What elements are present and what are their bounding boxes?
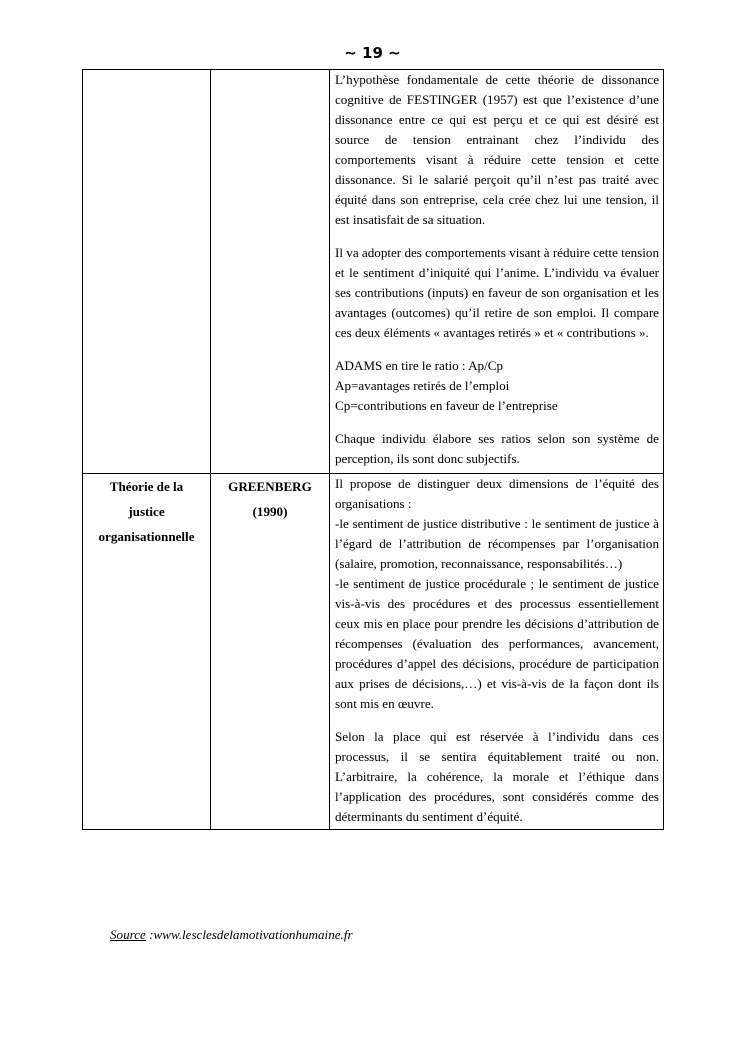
dimension-line: -le sentiment de justice procédurale ; le sentiment de justice vis-à-vis des procédures et des processus essentiellement ceux mis en place pour prendre les décisions d’attribution de récompenses (évaluation des performances, avancement, procédures d’appel des décisions, procédure de participation aux prises de décisions,…) et vis-à-vis de la façon dont ils sont mis en œuvre. [335,576,659,711]
source-note [110,925,353,945]
dimension-line: -le sentiment de justice distributive : le sentiment de justice à l’égard de l’attribution de récompenses par l’organisation (salaire, promotion, reconnaissance, responsabilités…) [335,516,659,571]
perception-paragraph: Chaque individu élabore ses ratios selon son système de perception, ils sont donc subjectifs. [335,431,659,466]
table-row [83,70,664,474]
theory-name-line: justice [128,504,165,519]
description-cell [330,70,664,474]
adams-ratio-block [335,356,659,416]
source-url: :www.lesclesdelamotivationhumaine.fr [145,927,353,942]
equity-paragraph: Selon la place qui est réservée à l’individu dans ces processus, il se sentira équitablement traité ou non. L’arbitraire, la cohérence, la morale et l’éthique dans l’application des procédures, sont considérés comme des déterminants du sentiment d’équité. [335,729,659,824]
festinger-paragraph: L’hypothèse fondamentale de cette théorie de dissonance cognitive de FESTINGER (1957) est que l’existence d’une dissonance entre ce qui est perçu et ce qui est désiré est source de tension entrainant chez l’individu des comportements visant à réduire cette tension et cette dissonance. Si le salarié perçoit qu’il n’est pas traité avec équité dans son entreprise, cela crée chez lui une tension, il est insatisfait de sa situation. [335,72,659,227]
ratio-line: Cp=contributions en faveur de l’entreprise [335,398,558,413]
greenberg-dimensions [335,474,659,714]
page-number: ~ 19 ~ [344,44,401,62]
theory-cell [83,474,211,830]
author-year: (1990) [252,504,288,519]
author-cell [211,70,330,474]
source-label: Source [110,927,146,942]
theory-cell [83,70,211,474]
author-name: GREENBERG [228,479,312,494]
dimension-line: Il propose de distinguer deux dimensions de l’équité des organisations : [335,476,659,511]
ratio-line: ADAMS en tire le ratio : Ap/Cp [335,358,504,373]
table-row [83,474,664,830]
theory-name-line: organisationnelle [98,529,195,544]
adams-comparison-paragraph: Il va adopter des comportements visant à réduire cette tension et le sentiment d’iniquité qui l’anime. L’individu va évaluer ses contributions (inputs) en faveur de son organisation et les avantages (outcomes) qu’il retire de son emploi. Il compare ces deux éléments « avantages retirés » et « contributions ». [335,245,659,340]
description-cell [330,474,664,830]
theory-name-line: Théorie de la [109,479,184,494]
ratio-line: Ap=avantages retirés de l’emploi [335,378,510,393]
author-cell [211,474,330,830]
theories-table [82,69,664,830]
